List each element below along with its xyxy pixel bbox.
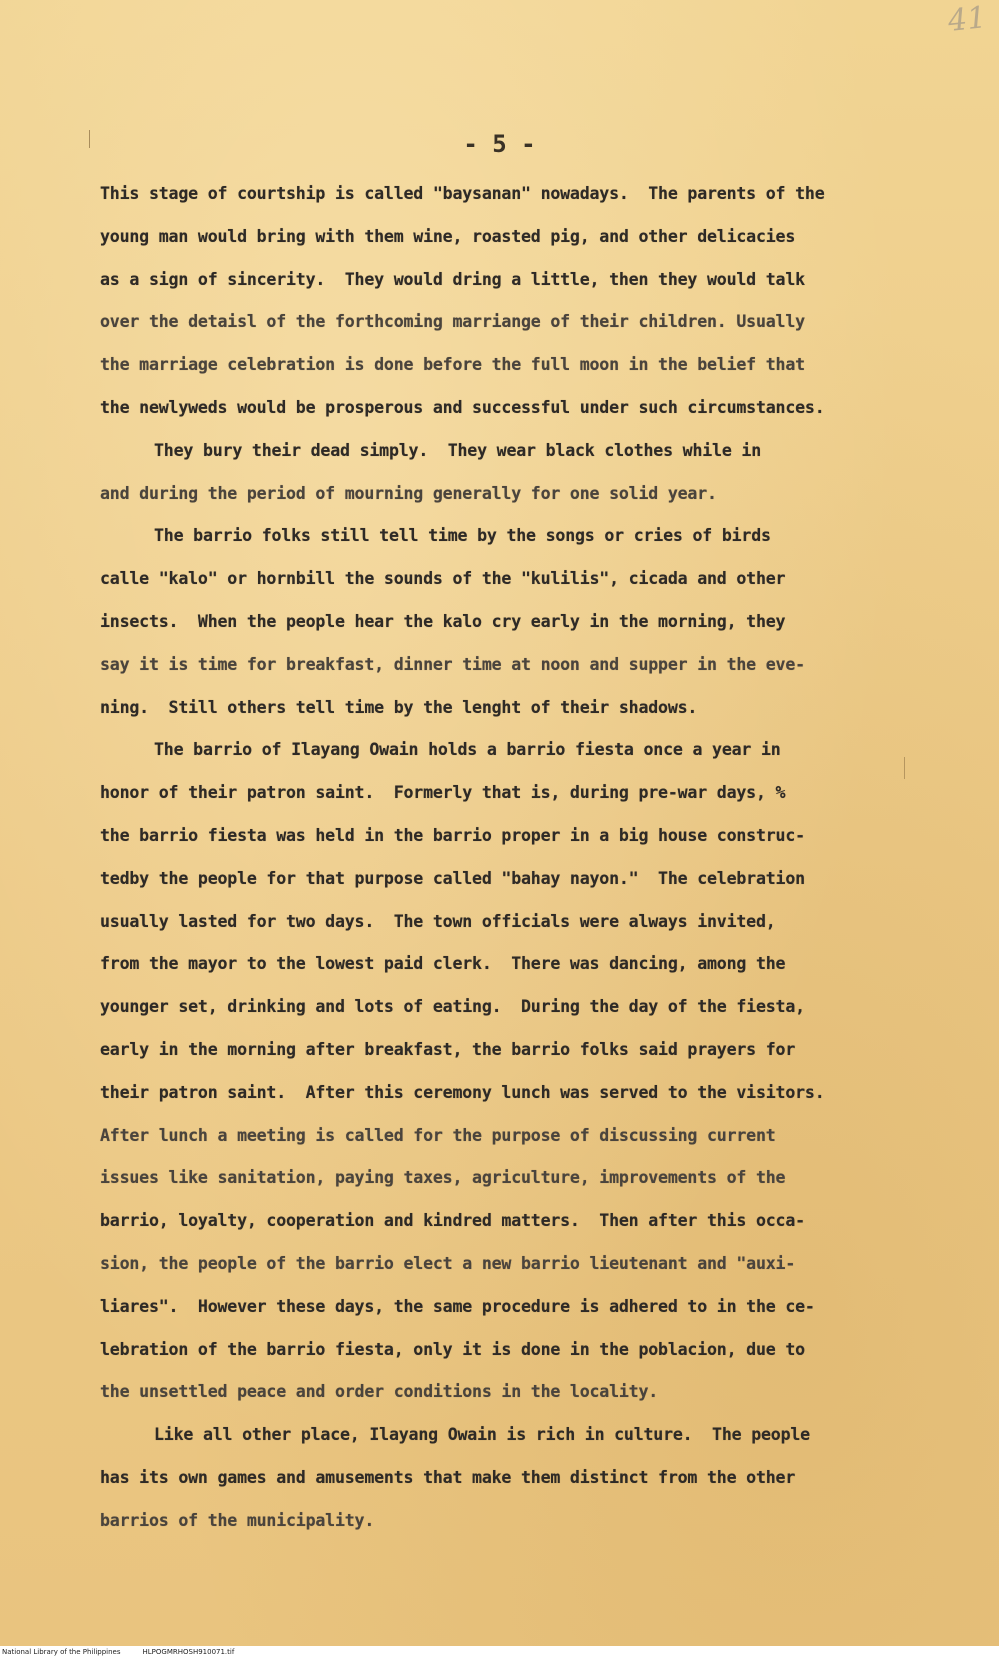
text-line: Like all other place, Ilayang Owain is rich in culture. The people [154, 1425, 810, 1445]
text-line: barrio, loyalty, cooperation and kindred matters. Then after this occa- [100, 1211, 805, 1231]
footer-filename: HLPOGMRHOSH910071.tif [142, 1648, 235, 1656]
text-line: the marriage celebration is done before the full moon in the belief that [100, 355, 805, 375]
margin-mark-right [904, 757, 905, 779]
text-line: This stage of courtship is called "baysanan" nowadays. The parents of the [100, 184, 825, 203]
paragraph [100, 515, 900, 729]
text-line: ning. Still others tell time by the lenght of their shadows. [100, 697, 698, 717]
text-line: calle "kalo" or hornbill the sounds of the "kulilis", cicada and other [100, 569, 786, 589]
text-line: and during the period of mourning generally for one solid year. [100, 483, 717, 503]
text-line: The barrio of Ilayang Owain holds a barrio fiesta once a year in [154, 740, 781, 760]
text-line: from the mayor to the lowest paid clerk. There was dancing, among the [100, 954, 786, 974]
page-number: - 5 - [463, 130, 536, 158]
text-line: They bury their dead simply. They wear black clothes while in [154, 440, 761, 460]
paragraph [100, 430, 900, 516]
text-line: younger set, drinking and lots of eating. During the day of the fiesta, [100, 997, 805, 1017]
text-line: liares". However these days, the same procedure is adhered to in the ce- [100, 1296, 815, 1316]
text-line: lebration of the barrio fiesta, only it is done in the poblacion, due to [100, 1339, 805, 1359]
paragraph [100, 173, 900, 430]
paragraph [100, 1414, 900, 1542]
text-line: the newlyweds would be prosperous and successful under such circumstances. [100, 397, 825, 417]
text-line: insects. When the people hear the kalo cry early in the morning, they [100, 611, 786, 631]
text-line: their patron saint. After this ceremony lunch was served to the visitors. [100, 1082, 825, 1102]
text-line: early in the morning after breakfast, the barrio folks said prayers for [100, 1039, 796, 1059]
handwritten-page-mark: 41 [946, 0, 988, 39]
text-line: the barrio fiesta was held in the barrio proper in a big house construc- [100, 825, 805, 845]
text-line: has its own games and amusements that make them distinct from the other [100, 1467, 796, 1487]
text-line: say it is time for breakfast, dinner time at noon and supper in the eve- [100, 654, 805, 674]
scan-footer [0, 1646, 999, 1658]
text-line: honor of their patron saint. Formerly that is, during pre-war days, % [100, 783, 786, 803]
document-body [100, 173, 900, 1543]
text-line: tedby the people for that purpose called "bahay nayon." The celebration [100, 868, 805, 888]
footer-library: National Library of the Philippines [2, 1648, 121, 1656]
text-line: over the detaisl of the forthcoming marriange of their children. Usually [100, 312, 805, 332]
text-line: After lunch a meeting is called for the purpose of discussing current [100, 1125, 776, 1145]
paragraph [100, 729, 900, 1414]
text-line: barrios of the municipality. [100, 1510, 375, 1530]
text-line: young man would bring with them wine, roasted pig, and other delicacies [100, 226, 796, 246]
text-line: sion, the people of the barrio elect a new barrio lieutenant and "auxi- [100, 1253, 796, 1273]
text-line: usually lasted for two days. The town officials were always invited, [100, 911, 776, 931]
text-line: issues like sanitation, paying taxes, agriculture, improvements of the [100, 1168, 786, 1188]
text-line: The barrio folks still tell time by the songs or cries of birds [154, 526, 771, 546]
text-line: the unsettled peace and order conditions in the locality. [100, 1382, 659, 1402]
text-line: as a sign of sincerity. They would dring a little, then they would talk [100, 269, 805, 289]
